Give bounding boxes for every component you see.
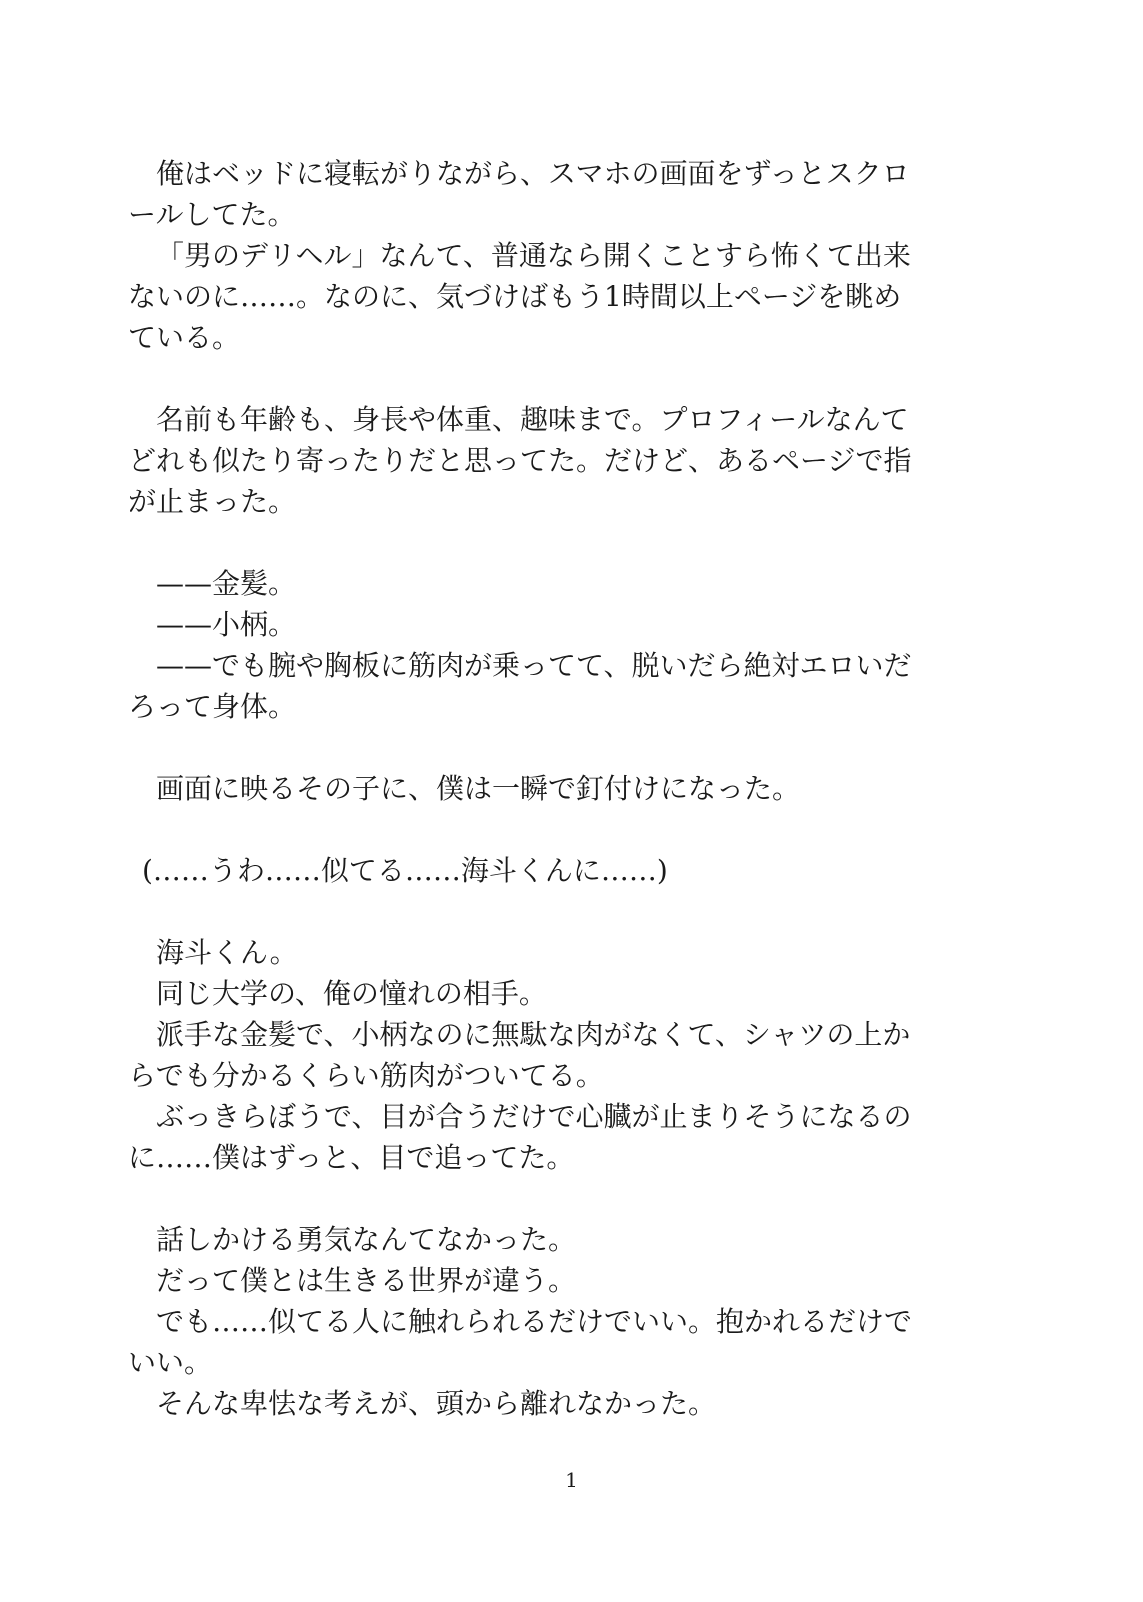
paragraph-gap — [128, 358, 968, 399]
text-line: そんな卑怯な考えが、頭から離れなかった。 — [156, 1387, 717, 1420]
text-line: 同じ大学の、俺の憧れの相手。 — [156, 977, 547, 1010]
text-line: 海斗くん。 — [156, 936, 298, 969]
paragraph-gap — [128, 522, 968, 563]
text-line: 俺はベッドに寝転がりながら、スマホの画面をずっとスクロ — [156, 157, 910, 190]
text-line: ——小柄。 — [156, 608, 297, 641]
text-line: ールしてた。 — [128, 198, 296, 231]
text-line: ないのに……。なのに、気づけばもう1時間以上ページを眺め — [128, 280, 902, 313]
text-line: ろって身体。 — [128, 690, 297, 723]
text-line: いい。 — [128, 1346, 213, 1379]
text-line: ぶっきらぼうで、目が合うだけで心臓が止まりそうになるの — [156, 1100, 912, 1133]
paragraph-gap — [128, 891, 968, 932]
body-text — [128, 153, 968, 1424]
text-line: (……うわ……似てる……海斗くんに……) — [142, 854, 668, 887]
paragraph-gap — [128, 727, 968, 768]
text-line: に……僕はずっと、目で追ってた。 — [128, 1141, 575, 1174]
text-line: だって僕とは生きる世界が違う。 — [156, 1264, 577, 1297]
text-line: 「男のデリヘル」なんて、普通なら開くことすら怖くて出来 — [156, 239, 911, 272]
text-line: 名前も年齢も、身長や体重、趣味まで。プロフィールなんて — [156, 403, 909, 436]
text-line: 話しかける勇気なんてなかった。 — [156, 1223, 577, 1256]
page-number: 1 — [565, 1468, 578, 1492]
text-line: でも……似てる人に触れられるだけでいい。抱かれるだけで — [156, 1305, 913, 1338]
text-line: ——金髪。 — [156, 567, 297, 600]
text-line: が止まった。 — [128, 485, 297, 518]
paragraph-gap — [128, 809, 968, 850]
text-line: 派手な金髪で、小柄なのに無駄な肉がなくて、シャツの上か — [156, 1018, 911, 1051]
text-line: 画面に映るその子に、僕は一瞬で釘付けになった。 — [156, 772, 801, 805]
text-line: らでも分かるくらい筋肉がついてる。 — [128, 1059, 604, 1092]
paragraph-gap — [128, 1178, 968, 1219]
text-line: ——でも腕や胸板に筋肉が乗ってて、脱いだら絶対エロいだ — [156, 649, 912, 682]
text-line: ている。 — [128, 321, 241, 354]
text-line: どれも似たり寄ったりだと思ってた。だけど、あるページで指 — [128, 444, 912, 477]
